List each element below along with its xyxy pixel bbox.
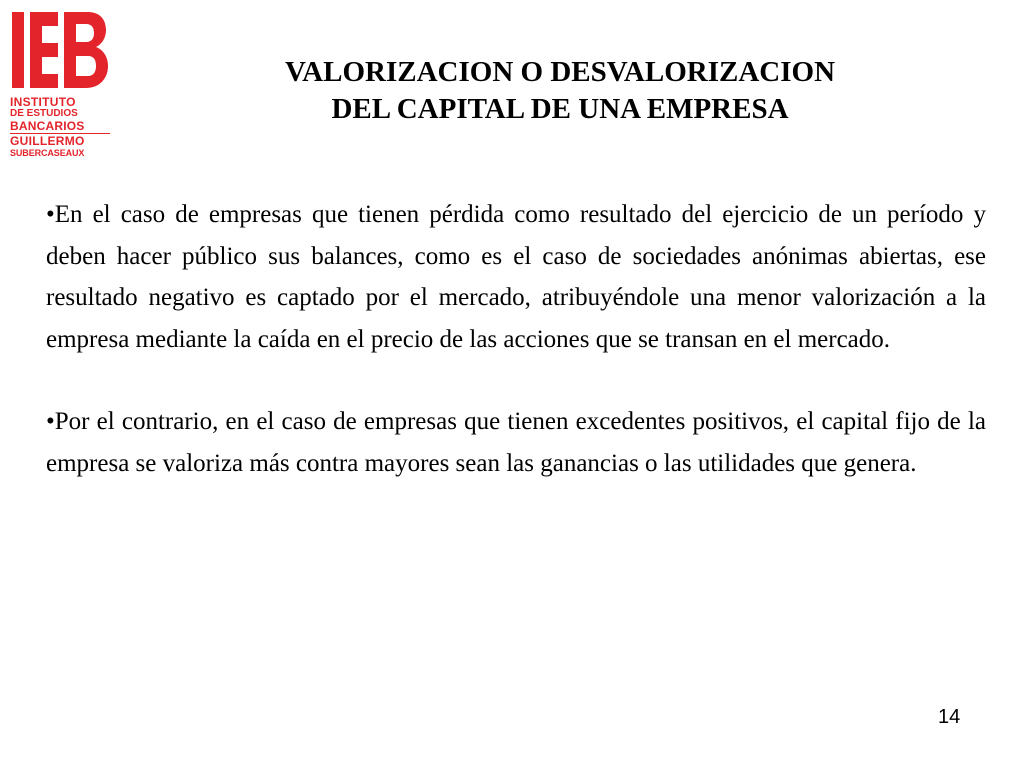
bullet-paragraph-2: •Por el contrario, en el caso de empresas que tienen excedentes positivos, el capital fijo de la empresa se valoriza más contra mayores sean las ganancias o las utilidades que genera. [46,408,986,477]
ieb-logo-icon [10,10,110,90]
page-number: 14 [938,706,961,728]
logo-line-5: SUBERCASEAUX [10,148,85,158]
title-line-2: DEL CAPITAL DE UNA EMPRESA [331,93,789,125]
logo-line-1: INSTITUTO [10,95,76,109]
institute-logo [10,10,110,160]
logo-line-4: GUILLERMO [10,134,85,148]
logo-line-2: DE ESTUDIOS [10,108,78,119]
title-line-1: VALORIZACION O DESVALORIZACION [284,56,836,88]
slide-body [46,194,986,484]
logo-line-3: BANCARIOS [10,119,85,133]
bullet-paragraph-1: •En el caso de empresas que tienen pérdida como resultado del ejercicio de un período y deben hacer público sus balances, como es el caso de sociedades anónimas abiertas, ese resultado negativo es captado por el mercado, atribuyéndole una menor valorización a la empresa mediante la caída en el precio de las acciones que se transan en el mercado. [46,201,986,353]
slide-title [140,54,980,128]
logo-text [10,96,110,159]
